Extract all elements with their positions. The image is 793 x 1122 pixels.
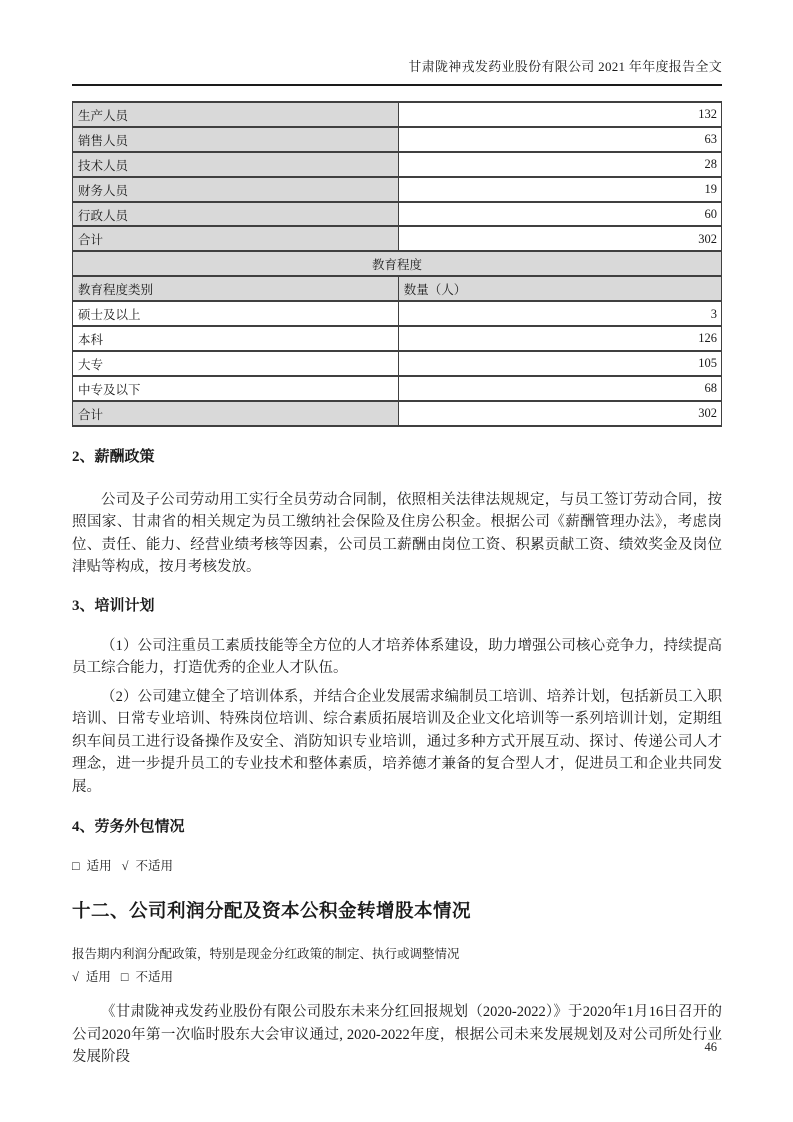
cell-label: 本科 [73, 326, 399, 351]
cell-value: 105 [398, 351, 721, 376]
cell-value: 63 [398, 127, 721, 152]
applicable-label: 适用 [86, 859, 112, 874]
profit-distribution-heading: 十二、公司利润分配及资本公积金转增股本情况 [72, 902, 472, 923]
salary-policy-paragraph: 公司及子公司劳动用工实行全员劳动合同制，依照相关法律法规规定，与员工签订劳动合同，按照国家、甘肃省的相关规定为员工缴纳社会保险及住房公积金。根据公司《薪酬管理办法》，考虑岗位、责任、能力、经营业绩考核等因素，公司员工薪酬由岗位工资、积累贡献工资、绩效奖金及岗位津贴等构成，按月考核发放。 [72, 491, 722, 576]
labor-outsourcing-heading: 4、劳务外包情况 [72, 819, 185, 836]
table-row [73, 127, 722, 152]
cell-label: 中专及以下 [73, 376, 399, 401]
table-row [73, 177, 722, 202]
cell-label: 合计 [73, 226, 399, 251]
column-header-count: 数量（人） [398, 276, 721, 301]
cell-label: 硕士及以上 [73, 301, 399, 326]
training-plan-heading: 3、培训计划 [72, 597, 155, 614]
cell-label: 生产人员 [73, 102, 399, 127]
running-header [72, 0, 722, 86]
applicable-label: 适用 [85, 970, 111, 985]
training-paragraph-2: （2）公司建立健全了培训体系，并结合企业发展需求编制员工培训、培养计划，包括新员工入职培训、日常专业培训、特殊岗位培训、综合素质拓展培训及企业文化培训等一系列培训计划，定期组织车间员工进行设备操作及安全、消防知识专业培训，通过多种方式开展互动、探讨、传递公司人才理念，进一步提升员工的专业技术和整体素质，培养德才兼备的复合型人才，促进员工和企业共同发展。 [72, 688, 722, 795]
cell-value: 68 [398, 376, 721, 401]
cell-value: 19 [398, 177, 721, 202]
cell-value: 3 [398, 301, 721, 326]
cell-value: 302 [398, 226, 721, 251]
table-row [73, 351, 722, 376]
table-row-total [73, 226, 722, 251]
check-icon: √ [121, 859, 129, 874]
not-applicable-label: 不适用 [135, 859, 173, 874]
table-row [73, 376, 722, 401]
checkbox-unchecked-icon: □ [120, 970, 129, 985]
cell-value: 60 [398, 202, 721, 227]
cell-value: 132 [398, 102, 721, 127]
cell-value: 302 [398, 401, 721, 426]
staff-education-table [72, 101, 722, 427]
page-number: 46 [704, 1040, 717, 1054]
profit-applicability-line [72, 970, 722, 985]
cell-label: 行政人员 [73, 202, 399, 227]
profit-policy-note: 报告期内利润分配政策，特别是现金分红政策的制定、执行或调整情况 [72, 947, 460, 962]
training-paragraph-1: （1）公司注重员工素质技能等全方位的人才培养体系建设，助力增强公司核心竞争力，持续提高员工综合能力，打造优秀的企业人才队伍。 [72, 637, 722, 677]
not-applicable-label: 不适用 [135, 970, 173, 985]
cell-value: 126 [398, 326, 721, 351]
table-row [73, 102, 722, 127]
column-header-category: 教育程度类别 [73, 276, 399, 301]
profit-distribution-paragraph: 《甘肃陇神戎发药业股份有限公司股东未来分红回报规划（2020-2022）》于2020年1月16日召开的公司2020年第一次临时股东大会审议通过, 2020-2022年度，根据公司未来发展规划及对公司所处行业发展阶段 [72, 1004, 722, 1066]
report-title: 甘肃陇神戎发药业股份有限公司 2021 年年度报告全文 [408, 59, 722, 74]
salary-policy-heading: 2、薪酬政策 [72, 448, 155, 465]
table-column-header-row [73, 276, 722, 301]
cell-label: 大专 [73, 351, 399, 376]
cell-label: 合计 [73, 401, 399, 426]
check-icon: √ [72, 970, 79, 985]
cell-label: 财务人员 [73, 177, 399, 202]
table-section-header-row [73, 251, 722, 276]
education-section-title: 教育程度 [73, 251, 722, 276]
cell-label: 销售人员 [73, 127, 399, 152]
table-row [73, 301, 722, 326]
table-row-total [73, 401, 722, 426]
table-row [73, 202, 722, 227]
checkbox-unchecked-icon: □ [72, 859, 80, 874]
table-row [73, 326, 722, 351]
outsourcing-applicability-line [72, 859, 722, 874]
cell-value: 28 [398, 152, 721, 177]
cell-label: 技术人员 [73, 152, 399, 177]
table-row [73, 152, 722, 177]
